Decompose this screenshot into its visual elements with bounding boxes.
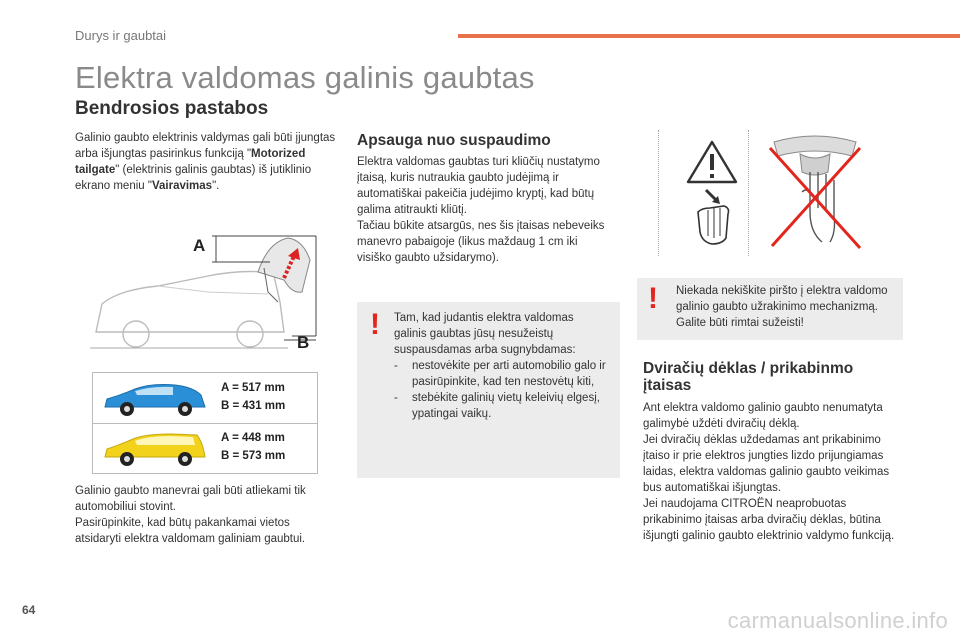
no-finger-lock-illustration (760, 132, 870, 254)
section-title: Durys ir gaubtai (75, 28, 167, 43)
label-a: A (193, 236, 206, 255)
bike-text: Ant elektra valdomo galinio gaubto nenumatyta galimybė uždėti dviračių dėklą. Jei dviračių dėklas uždedamas ant prikabinimo įtaiso ir prie elektros jungties lizdo prijungiamas laidas, elektra valdomas galinio gaubto veikimas bus automatiškai išjungtas. Jei naudojama CITROËN neaprobuotas prikabinimo įtaisas arba dviračių dėklas, būtina išjungti galinio gaubto elektrinio valdymo funkciją. (643, 402, 895, 542)
warning-list (394, 358, 608, 422)
label-b: B (297, 333, 310, 352)
finger-arrow-icon (698, 190, 729, 244)
warning-box-finger: ! Niekada nekiškite piršto į elektra valdomo galinio gaubto užrakinimo mechanizmą. Galite būti rimtai sužeisti! (637, 278, 903, 340)
list-item: - stebėkite galinių vietų keleivių elgesį, ypatingai vaikų. (394, 390, 608, 422)
warning-hand-illustration (684, 138, 740, 248)
car-blue-icon (101, 379, 209, 419)
header-rule (458, 34, 960, 38)
general-notes: Galinio gaubto manevrai gali būti atliekami tik automobiliui stovint. Pasirūpinkite, kad būtų pakankamai vietos atsidaryti elektra valdomam galiniam gaubtui. (75, 485, 306, 545)
warning-triangle-icon (688, 142, 736, 182)
dimension-row: A = 517 mm B = 431 mm (93, 373, 317, 423)
dimensions-table (92, 372, 318, 474)
list-item: - nestovėkite per arti automobilio galo ir pasirūpinkite, kad ten nestovėtų kiti, (394, 358, 608, 390)
warning-box-pinch: ! Tam, kad judantis elektra valdomas galinis gaubtas jūsų nesužeistų suspausdamas arba sugnybdamas: - nestovėkite per arti automobilio galo ir pasirūpinkite, kad ten nestovėtų kiti, - stebėkite galinių vietų keleivių elgesį, ypatingai vaikų. (357, 302, 620, 478)
antipinch-heading: Apsauga nuo suspaudimo (357, 132, 551, 149)
general-heading: Bendrosios pastabos (75, 98, 269, 119)
general-paragraph: Galinio gaubto elektrinis valdymas gali būti įjungtas arba išjungtas pasirinkus funkciją "Motorized tailgate" (elektrinis galinis gaubtas) iš jutiklinio ekrano meniu "Vairavimas". (75, 132, 336, 192)
warning-icon: ! (370, 308, 380, 341)
dimension-row: A = 448 mm B = 573 mm (93, 423, 317, 473)
watermark: carmanualsonline.info (727, 608, 948, 633)
page-title: Elektra valdomas galinis gaubtas (75, 60, 535, 95)
car-yellow-icon (101, 429, 209, 469)
antipinch-text: Elektra valdomas gaubtas turi kliūčių nustatymo įtaisą, kuris nutraukia gaubto judėjimą ir automatiškai pakeičia judėjimo kryptį, kad būtų galima atitraukti kliūtį. Tačiau būkite atsargūs, nes šis įtaisas nebeveiks manevro pabaigoje (likus maždaug 1 cm iki visiško gaubto užsidarymo). (357, 156, 605, 264)
page-number: 64 (22, 603, 36, 617)
warning-icon: ! (648, 282, 658, 315)
bike-heading: Dviračių dėklas / prikabinmo įtaisas (643, 360, 854, 394)
